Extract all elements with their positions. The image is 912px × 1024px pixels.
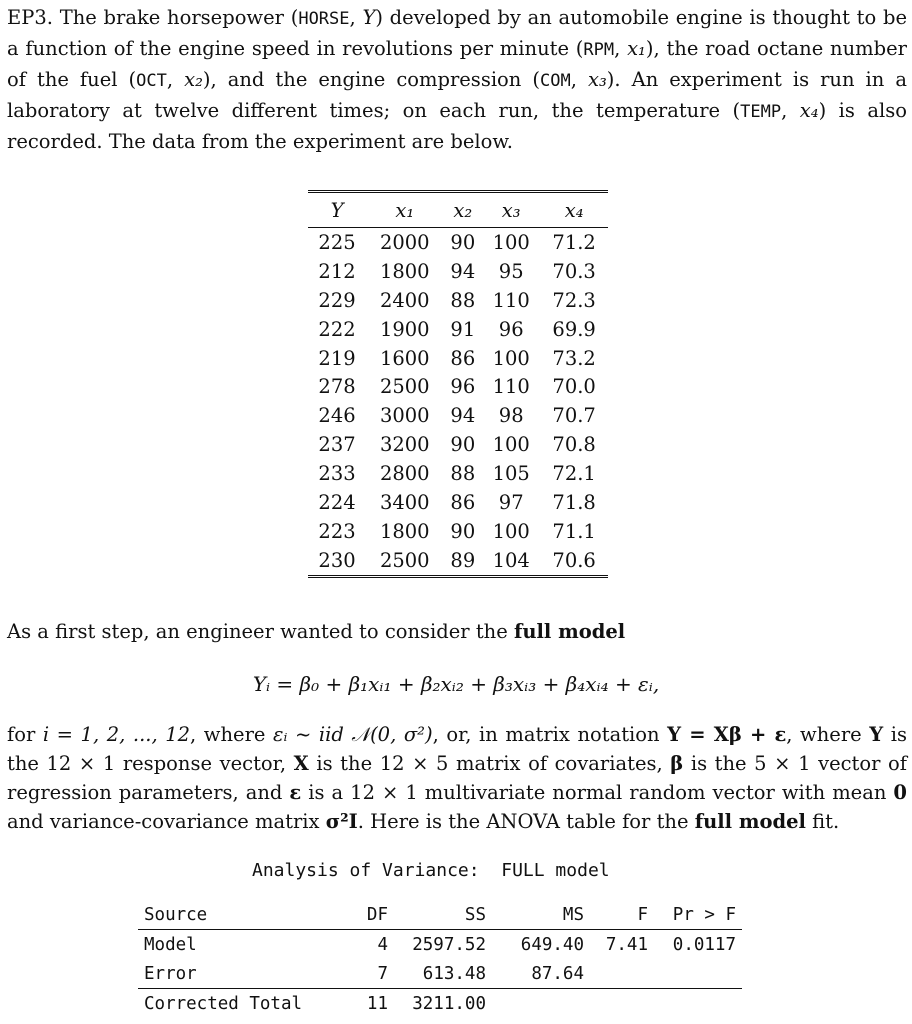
data-table — [308, 190, 608, 578]
expl-text-1: for — [7, 723, 43, 746]
intro-text-11: ) is also recorded. The data from the experiment are below. — [7, 99, 907, 153]
cell-x1: 2000 — [379, 230, 430, 254]
intro-text-1: The brake horsepower ( — [59, 6, 299, 29]
table-row — [308, 286, 608, 315]
table-row — [308, 517, 608, 546]
col-header-x2: x₂ — [453, 198, 473, 222]
cell-x2: 88 — [450, 462, 476, 486]
expl-text-2: , where — [190, 723, 274, 746]
cell-x1: 1600 — [379, 346, 430, 370]
expl-text-3: , or, in matrix notation — [432, 723, 668, 746]
anova-cell-ms — [492, 989, 590, 1019]
beta-vector: β — [670, 752, 684, 775]
cell-x1: 3200 — [379, 433, 430, 457]
horse-var: HORSE — [298, 9, 350, 29]
cell-x1: 2500 — [379, 548, 430, 572]
cell-x3: 100 — [492, 230, 530, 254]
cell-x2: 91 — [450, 317, 476, 341]
cell-x3: 97 — [498, 490, 524, 514]
anova-header-ss: SS — [464, 904, 486, 925]
cell-x1: 1900 — [379, 317, 430, 341]
col-header-x1: x₁ — [395, 198, 415, 222]
col-header-x4: x₄ — [564, 198, 584, 222]
cell-x2: 86 — [450, 490, 476, 514]
x-matrix: X — [293, 752, 309, 775]
cell-x4: 73.2 — [552, 346, 596, 370]
cell-x4: 71.8 — [552, 490, 596, 514]
temp-var: TEMP — [740, 102, 782, 122]
cell-x4: 71.1 — [552, 519, 596, 543]
intro-text-2: , — [349, 6, 363, 29]
table-row — [308, 430, 608, 459]
epsilon-vector: ε — [289, 781, 302, 804]
first-step-paragraph — [7, 617, 907, 646]
cell-y: 237 — [318, 433, 356, 457]
anova-cell-f: 7.41 — [605, 934, 648, 955]
anova-header-p: Pr > F — [672, 904, 736, 925]
cell-y: 219 — [318, 346, 356, 370]
cell-x4: 70.3 — [552, 259, 596, 283]
table-row — [308, 546, 608, 576]
intro-text-9: ). An experiment is run in a laboratory at twelve different times; on each run, the temperature ( — [7, 68, 908, 122]
table-row — [308, 315, 608, 344]
cell-y: 223 — [318, 519, 356, 543]
table-row — [308, 257, 608, 286]
cell-x3: 95 — [498, 259, 524, 283]
anova-title: Analysis of Variance: FULL model — [252, 860, 610, 881]
data-table-header-row — [308, 192, 608, 228]
cell-x2: 88 — [450, 288, 476, 312]
cell-x3: 104 — [492, 548, 530, 572]
oct-var: OCT — [136, 71, 167, 91]
cell-x2: 90 — [450, 433, 476, 457]
expl-text-11: fit. — [805, 810, 840, 833]
anova-header-f: F — [637, 904, 648, 925]
cell-x4: 70.8 — [552, 433, 596, 457]
table-row — [308, 459, 608, 488]
intro-text-4: , — [614, 37, 628, 60]
full-model-term: full model — [513, 620, 626, 643]
x4-symbol: x₄ — [799, 99, 819, 122]
cell-x1: 1800 — [379, 519, 430, 543]
cell-x2: 86 — [450, 346, 476, 370]
cell-x1: 3400 — [379, 490, 430, 514]
table-row — [308, 228, 608, 257]
cell-x4: 71.2 — [552, 230, 596, 254]
cell-x3: 96 — [498, 317, 524, 341]
x1-symbol: x₁ — [627, 37, 646, 60]
expl-text-7: is the 5 × 1 vector of regression parameters, and — [7, 752, 907, 804]
anova-cell-f — [590, 959, 654, 989]
index-range: i = 1, 2, ..., 12 — [42, 723, 191, 746]
intro-paragraph — [7, 3, 907, 156]
anova-cell-source: Corrected Total — [144, 993, 303, 1014]
anova-cell-df: 11 — [366, 993, 388, 1014]
cell-y: 278 — [318, 375, 356, 399]
cell-x3: 100 — [492, 433, 530, 457]
anova-cell-ss: 613.48 — [422, 963, 486, 984]
anova-row — [138, 959, 742, 989]
cell-x2: 90 — [450, 519, 476, 543]
cell-x4: 70.7 — [552, 404, 596, 428]
cell-x1: 2400 — [379, 288, 430, 312]
table-row — [308, 401, 608, 430]
anova-cell-ss: 3211.00 — [412, 993, 486, 1014]
col-header-y: Y — [330, 198, 344, 222]
cell-y: 230 — [318, 548, 356, 572]
cell-x1: 3000 — [379, 404, 430, 428]
cell-y: 229 — [318, 288, 356, 312]
cell-x1: 2500 — [379, 375, 430, 399]
cell-x4: 70.6 — [552, 548, 596, 572]
anova-cell-p: 0.0117 — [672, 934, 736, 955]
y-symbol: Y — [362, 6, 376, 29]
data-table-container — [308, 190, 608, 578]
anova-cell-ms: 649.40 — [520, 934, 584, 955]
expl-text-8: is a 12 × 1 multivariate normal random vector with mean — [301, 781, 894, 804]
intro-text-5: ), the road octane number of the fuel ( — [7, 37, 907, 91]
rpm-var: RPM — [583, 40, 615, 60]
cell-x2: 96 — [450, 375, 476, 399]
cell-y: 224 — [318, 490, 356, 514]
x2-symbol: x₂ — [184, 68, 203, 91]
intro-text-3: ) developed by an automobile engine is thought to be a function of the engine speed in revolutions per minute ( — [7, 6, 907, 60]
cell-y: 233 — [318, 462, 356, 486]
expl-text-4: , where — [786, 723, 870, 746]
expl-text-5: is the 12 × 1 response vector, — [7, 723, 908, 775]
anova-header-ms: MS — [562, 904, 584, 925]
cell-x2: 89 — [450, 548, 476, 572]
anova-row — [138, 930, 742, 960]
cell-y: 212 — [318, 259, 356, 283]
anova-cell-p — [654, 959, 742, 989]
com-var: COM — [540, 71, 571, 91]
anova-cell-df: 7 — [377, 963, 388, 984]
cell-y: 222 — [318, 317, 356, 341]
cell-x1: 1800 — [379, 259, 430, 283]
table-row — [308, 488, 608, 517]
cell-x3: 100 — [492, 519, 530, 543]
intro-text-7: ), and the engine compression ( — [202, 68, 540, 91]
cell-x3: 98 — [498, 404, 524, 428]
y-vector: Y — [869, 723, 884, 746]
cell-x1: 2800 — [379, 462, 430, 486]
first-step-text: As a first step, an engineer wanted to consider the — [7, 620, 514, 643]
x3-symbol: x₃ — [587, 68, 607, 91]
intro-text-10: , — [781, 99, 800, 122]
model-equation: Yᵢ = β₀ + β₁xᵢ₁ + β₂xᵢ₂ + β₃xᵢ₃ + β₄xᵢ₄ + εᵢ, — [252, 672, 660, 696]
anova-row — [138, 989, 742, 1019]
anova-header-df: DF — [366, 904, 388, 925]
cell-y: 246 — [318, 404, 356, 428]
anova-table — [138, 900, 742, 1018]
sigma-identity: σ²I — [325, 810, 358, 833]
full-model-term-2: full model — [694, 810, 806, 833]
error-distribution: εᵢ ~ iid 𝒩(0, σ²) — [273, 723, 433, 746]
expl-text-9: and variance-covariance matrix — [7, 810, 326, 833]
cell-x4: 70.0 — [552, 375, 596, 399]
matrix-equation: Y = Xβ + ε — [667, 723, 787, 746]
zero-vector: 0 — [893, 781, 907, 804]
cell-x2: 94 — [450, 404, 476, 428]
anova-cell-ms: 87.64 — [531, 963, 584, 984]
anova-cell-df: 4 — [377, 934, 388, 955]
anova-container — [138, 900, 778, 1018]
data-table-body — [308, 228, 608, 577]
cell-x3: 105 — [492, 462, 530, 486]
cell-x3: 110 — [492, 288, 530, 312]
anova-cell-source: Error — [144, 963, 197, 984]
anova-cell-source: Model — [144, 934, 197, 955]
explanation-paragraph — [7, 720, 907, 836]
anova-cell-ss: 2597.52 — [412, 934, 486, 955]
table-row — [308, 344, 608, 373]
anova-body — [138, 930, 742, 1019]
table-row — [308, 372, 608, 401]
expl-text-10: . Here is the ANOVA table for the — [357, 810, 695, 833]
cell-x2: 90 — [450, 230, 476, 254]
cell-x4: 72.3 — [552, 288, 596, 312]
problem-label: EP3. — [7, 6, 53, 29]
col-header-x3: x₃ — [501, 198, 521, 222]
cell-x3: 110 — [492, 375, 530, 399]
cell-x4: 69.9 — [552, 317, 596, 341]
intro-text-8: , — [570, 68, 588, 91]
expl-text-6: is the 12 × 5 matrix of covariates, — [308, 752, 671, 775]
anova-header-source: Source — [144, 904, 208, 925]
anova-cell-f — [590, 989, 654, 1019]
cell-x3: 100 — [492, 346, 530, 370]
cell-y: 225 — [318, 230, 356, 254]
anova-header-row — [138, 900, 742, 930]
cell-x4: 72.1 — [552, 462, 596, 486]
cell-x2: 94 — [450, 259, 476, 283]
intro-text-6: , — [166, 68, 185, 91]
anova-cell-p — [654, 989, 742, 1019]
